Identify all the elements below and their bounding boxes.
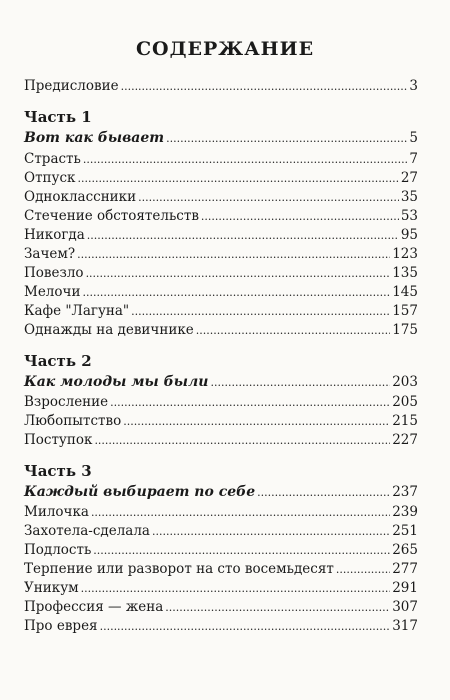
entry-title: Зачем?	[24, 246, 76, 262]
toc-entry	[24, 189, 418, 209]
entry-page: 53	[400, 208, 418, 224]
entry-title: Про еврея	[24, 618, 98, 634]
entry-page: 227	[392, 432, 418, 448]
leader-dots	[123, 415, 390, 428]
entry-title: Каждый выбирает по себе	[24, 484, 256, 500]
toc-entry	[24, 542, 418, 562]
toc-entry	[24, 523, 418, 543]
entry-page: 239	[392, 504, 418, 520]
entry-title: Мелочи	[24, 284, 81, 300]
entry-page: 291	[392, 580, 418, 596]
entry-title: Повезло	[24, 265, 84, 281]
part-1-heading	[24, 130, 418, 150]
part-2-label: Часть 2	[24, 352, 92, 370]
leader-dots	[83, 153, 408, 166]
entry-title: Захотела-сделала	[24, 523, 150, 539]
entry-page: 175	[392, 322, 418, 338]
entry-title: Страсть	[24, 151, 81, 167]
entry-page: 277	[392, 561, 418, 577]
entry-page: 251	[392, 523, 418, 539]
entry-page: 5	[409, 130, 418, 146]
entry-page: 265	[392, 542, 418, 558]
leader-dots	[152, 525, 390, 538]
toc-entry-preface	[24, 78, 418, 98]
leader-dots	[110, 396, 390, 409]
entry-page: 95	[400, 227, 418, 243]
entry-page: 157	[392, 303, 418, 319]
toc-entry	[24, 151, 418, 171]
entry-title: Терпение или разворот на сто восемьдесят	[24, 561, 334, 577]
entry-page: 317	[392, 618, 418, 634]
leader-dots	[210, 376, 390, 389]
entry-title: Одноклассники	[24, 189, 137, 205]
entry-title: Уникум	[24, 580, 79, 596]
entry-title: Никогда	[24, 227, 85, 243]
toc-entry	[24, 618, 418, 638]
leader-dots	[121, 80, 408, 93]
toc-entry	[24, 246, 418, 266]
entry-title: Отпуск	[24, 170, 76, 186]
entry-page: 145	[392, 284, 418, 300]
toc-entry	[24, 284, 418, 304]
leader-dots	[94, 434, 390, 447]
leader-dots	[82, 286, 390, 299]
entry-title: Как молоды мы были	[24, 374, 209, 390]
toc-title: СОДЕРЖАНИЕ	[135, 38, 315, 60]
leader-dots	[166, 132, 407, 145]
entry-page: 215	[392, 413, 418, 429]
entry-title: Подлость	[24, 542, 92, 558]
leader-dots	[77, 172, 398, 185]
toc-entry	[24, 303, 418, 323]
toc-entry	[24, 227, 418, 247]
entry-title: Взросление	[24, 394, 109, 410]
entry-title: Любопытство	[24, 413, 122, 429]
part-2-heading	[24, 374, 418, 394]
entry-title: Профессия — жена	[24, 599, 164, 615]
entry-title: Однажды на девичнике	[24, 322, 194, 338]
entry-title: Стечение обстоятельств	[24, 208, 199, 224]
leader-dots	[93, 544, 390, 557]
leader-dots	[131, 305, 390, 318]
entry-page: 35	[400, 189, 418, 205]
part-1-label: Часть 1	[24, 108, 92, 126]
leader-dots	[336, 563, 390, 576]
entry-title: Поступок	[24, 432, 93, 448]
part-3-heading	[24, 484, 418, 504]
entry-page: 7	[409, 151, 418, 167]
leader-dots	[81, 582, 391, 595]
part-3-label: Часть 3	[24, 462, 92, 480]
toc-entry	[24, 599, 418, 619]
toc-entry	[24, 170, 418, 190]
leader-dots	[257, 486, 390, 499]
entry-title: Милочка	[24, 504, 89, 520]
entry-page: 123	[392, 246, 418, 262]
entry-page: 205	[392, 394, 418, 410]
entry-page: 3	[409, 78, 418, 94]
entry-page: 27	[400, 170, 418, 186]
leader-dots	[86, 267, 391, 280]
entry-title: Вот как бывает	[24, 130, 165, 146]
entry-page: 135	[392, 265, 418, 281]
toc-entry	[24, 432, 418, 452]
leader-dots	[77, 248, 390, 261]
entry-page: 237	[392, 484, 418, 500]
entry-title: Кафе "Лагуна"	[24, 303, 130, 319]
entry-page: 203	[392, 374, 418, 390]
leader-dots	[201, 210, 399, 223]
toc-entry	[24, 561, 418, 581]
toc-entry	[24, 322, 418, 342]
toc-entry	[24, 413, 418, 433]
entry-page: 307	[392, 599, 418, 615]
leader-dots	[138, 191, 399, 204]
toc-entry	[24, 265, 418, 285]
toc-entry	[24, 504, 418, 524]
toc-entry	[24, 580, 418, 600]
toc-entry	[24, 394, 418, 414]
toc-entry	[24, 208, 418, 228]
leader-dots	[100, 620, 391, 633]
leader-dots	[87, 229, 399, 242]
leader-dots	[165, 601, 390, 614]
leader-dots	[196, 324, 390, 337]
leader-dots	[91, 506, 390, 519]
entry-title: Предисловие	[24, 78, 119, 94]
